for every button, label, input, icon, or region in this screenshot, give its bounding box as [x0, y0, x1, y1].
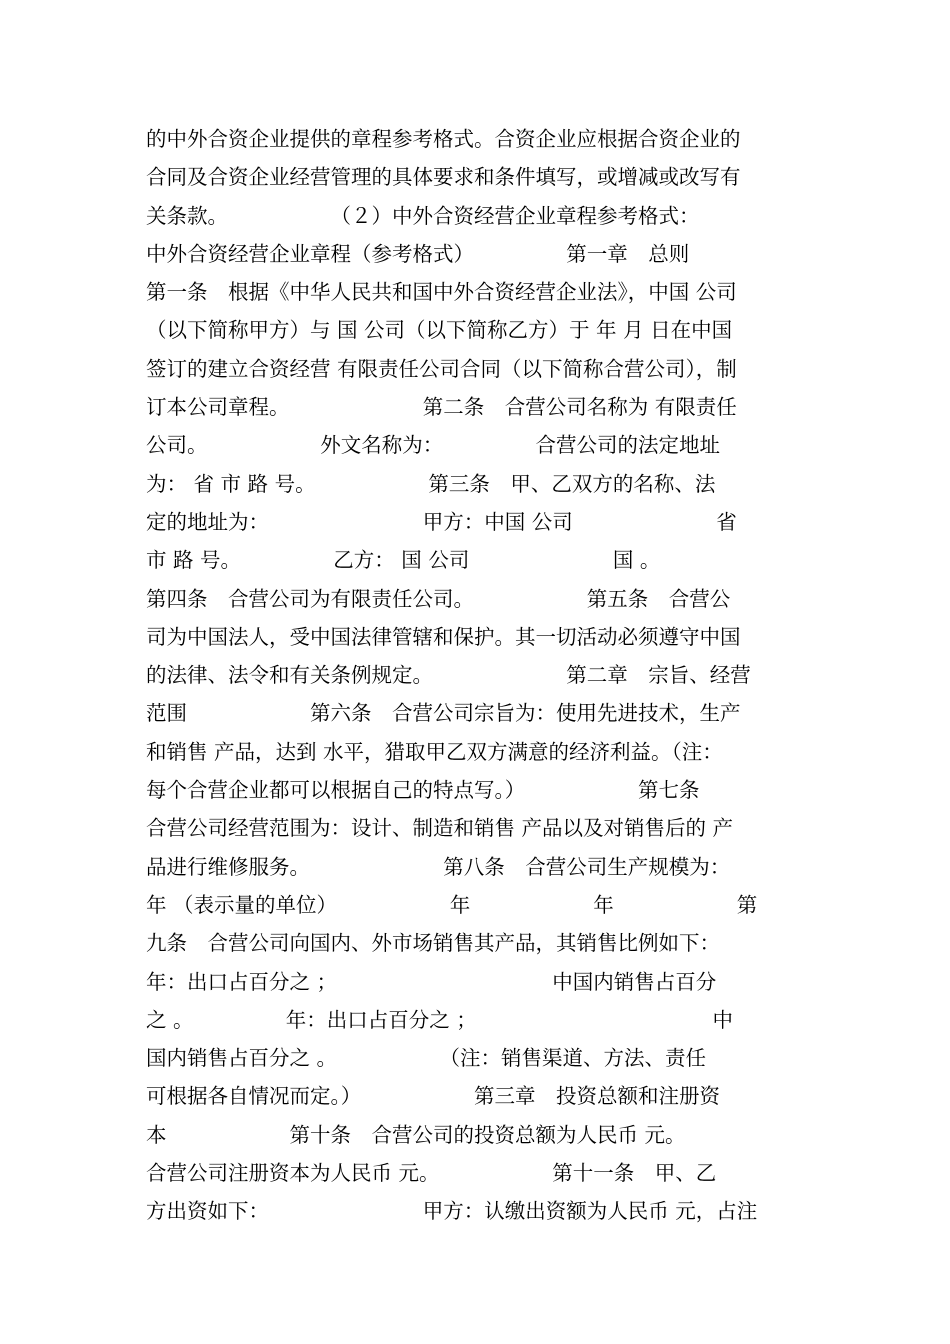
text-line: 九条 合营公司向国内、外市场销售其产品，其销售比例如下： — [146, 931, 720, 956]
text-line: 每个合营企业都可以根据自己的特点写。） 第七条 — [146, 778, 700, 803]
text-line: 年：出口占百分之 ； 中国内销售占百分 — [146, 969, 717, 994]
text-line: 关条款。 （２）中外合资经营企业章程参考格式： — [146, 203, 700, 228]
text-line: 范围 第六条 合营公司宗旨为：使用先进技术，生产 — [146, 701, 741, 726]
text-line: 市 路 号。 乙方： 国 公司 国 。 — [146, 548, 661, 573]
text-line: 可根据各自情况而定。） 第三章 投资总额和注册资 — [146, 1084, 720, 1109]
document-body — [146, 120, 806, 1231]
text-line: 年 （表示量的单位） 年 年 第 — [146, 892, 758, 917]
text-line: 之 。 年：出口占百分之 ； 中 — [146, 1007, 734, 1032]
text-line: 合同及合资企业经营管理的具体要求和条件填写，或增减或改写有 — [146, 165, 741, 190]
text-line: 的法律、法令和有关条例规定。 第二章 宗旨、经营 — [146, 663, 751, 688]
text-line: 方出资如下： 甲方：认缴出资额为人民币 元，占注 — [146, 1199, 758, 1224]
text-line: 的中外合资企业提供的章程参考格式。合资企业应根据合资企业的 — [146, 127, 741, 151]
text-line: 和销售 产品，达到 水平，猎取甲乙双方满意的经济利益。（注： — [146, 739, 723, 764]
text-line: 订本公司章程。 第二条 合营公司名称为 有限责任 — [146, 395, 737, 420]
text-line: 司为中国法人，受中国法律管辖和保护。其一切活动必须遵守中国 — [146, 624, 741, 649]
text-line: 第一条 根据《中华人民共和国中外合资经营企业法》，中国 公司 — [146, 280, 737, 305]
text-line: 品进行维修服务。 第八条 合营公司生产规模为： — [146, 854, 731, 879]
text-line: 合营公司注册资本为人民币 元。 第十一条 甲、乙 — [146, 1161, 717, 1186]
text-line: 第四条 合营公司为有限责任公司。 第五条 合营公 — [146, 586, 731, 611]
text-line: 合营公司经营范围为：设计、制造和销售 产品以及对销售后的 产 — [146, 816, 734, 841]
text-line: 公司。 外文名称为： 合营公司的法定地址 — [146, 433, 720, 458]
text-line: 本 第十条 合营公司的投资总额为人民币 元。 — [146, 1122, 686, 1147]
text-line: 签订的建立合资经营 有限责任公司合同（以下简称合营公司），制 — [146, 356, 737, 381]
text-line: 定的地址为： 甲方：中国 公司 省 — [146, 509, 737, 534]
text-line: （以下简称甲方）与 国 公司（以下简称乙方）于 年 月 日在中国 — [146, 318, 733, 343]
text-line: 中外合资经营企业章程（参考格式） 第一章 总则 — [146, 241, 690, 266]
text-line: 为： 省 市 路 号。 第三条 甲、乙双方的名称、法 — [146, 471, 716, 496]
text-line: 国内销售占百分之 。 （注：销售渠道、方法、责任 — [146, 1046, 707, 1071]
